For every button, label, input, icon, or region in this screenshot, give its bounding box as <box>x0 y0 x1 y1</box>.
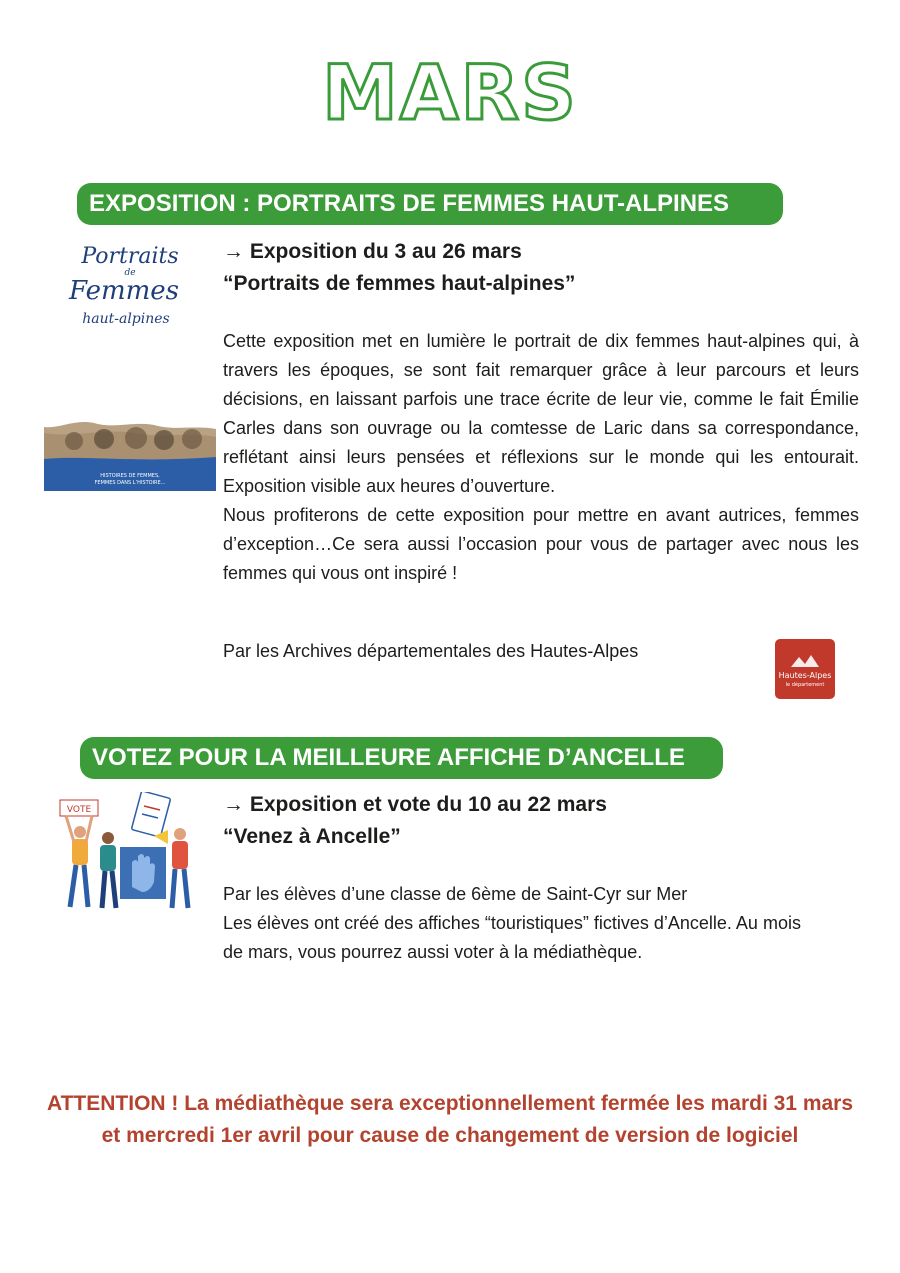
logo-line2: le département <box>785 682 825 688</box>
event-description <box>223 880 823 967</box>
poster-caption-line1: HISTOIRES DE FEMMES, <box>100 473 160 479</box>
event-title: “Portraits de femmes haut-alpines” <box>223 272 576 295</box>
month-title: MARS <box>322 48 578 137</box>
closure-warning: ATTENTION ! La médiathèque sera exceptionnellement fermée les mardi 31 mars et mercredi 1er avril pour cause de changement de version de logiciel <box>46 1092 854 1147</box>
description-paragraph: Par les élèves d’une classe de 6ème de Saint-Cyr sur Mer <box>223 884 688 904</box>
event-credit: Par les Archives départementales des Hautes-Alpes <box>223 641 639 661</box>
description-paragraph: Nous profiterons de cette exposition pour mettre en avant autrices, femmes d’exception…Ce sera aussi l’occasion pour vous de partager avec nous les femmes qui vous ont inspiré ! <box>223 505 859 583</box>
exhibition-poster <box>44 233 216 491</box>
event-title: “Venez à Ancelle” <box>223 825 401 848</box>
poster-title-line3: Femmes <box>68 276 180 306</box>
event-date: → Exposition et vote du 10 au 22 mars <box>223 793 607 816</box>
poster-title-line4: haut-alpines <box>82 311 170 327</box>
section-banner-exposition: EXPOSITION : PORTRAITS DE FEMMES HAUT-ALPINES <box>77 183 783 225</box>
event-exposition <box>223 236 859 588</box>
poster-title-line2: de <box>124 268 136 278</box>
event-date: → Exposition du 3 au 26 mars <box>223 240 522 263</box>
vote-sign-text: VOTE <box>66 805 92 815</box>
section-banner-vote: VOTEZ POUR LA MEILLEURE AFFICHE D’ANCELLE <box>80 737 723 779</box>
poster-caption-line2: FEMMES DANS L’HISTOIRE... <box>94 480 166 486</box>
event-description <box>223 327 859 588</box>
description-paragraph: Cette exposition met en lumière le portrait de dix femmes haut-alpines qui, à travers les époques, se sont fait remarquer grâce à leur parcours et leurs décisions, en laissant parfois une trace écrite de leur vie, comme le fait Émilie Carles dans son ouvrage ou la comtesse de Laric dans sa correspondance, reflétant ainsi leurs pensées et réflexions sur le monde qui les entourait. Exposition visible aux heures d’ouverture. <box>223 331 859 496</box>
poster-title-line1: Portraits <box>81 244 179 269</box>
hautes-alpes-logo <box>775 639 835 699</box>
event-vote <box>223 789 859 967</box>
description-paragraph: Les élèves ont créé des affiches “touristiques” fictives d’Ancelle. Au mois de mars, vous pourrez aussi voter à la médiathèque. <box>223 913 801 962</box>
logo-line1: Hautes-Alpes <box>778 671 832 680</box>
vote-illustration <box>58 792 198 914</box>
